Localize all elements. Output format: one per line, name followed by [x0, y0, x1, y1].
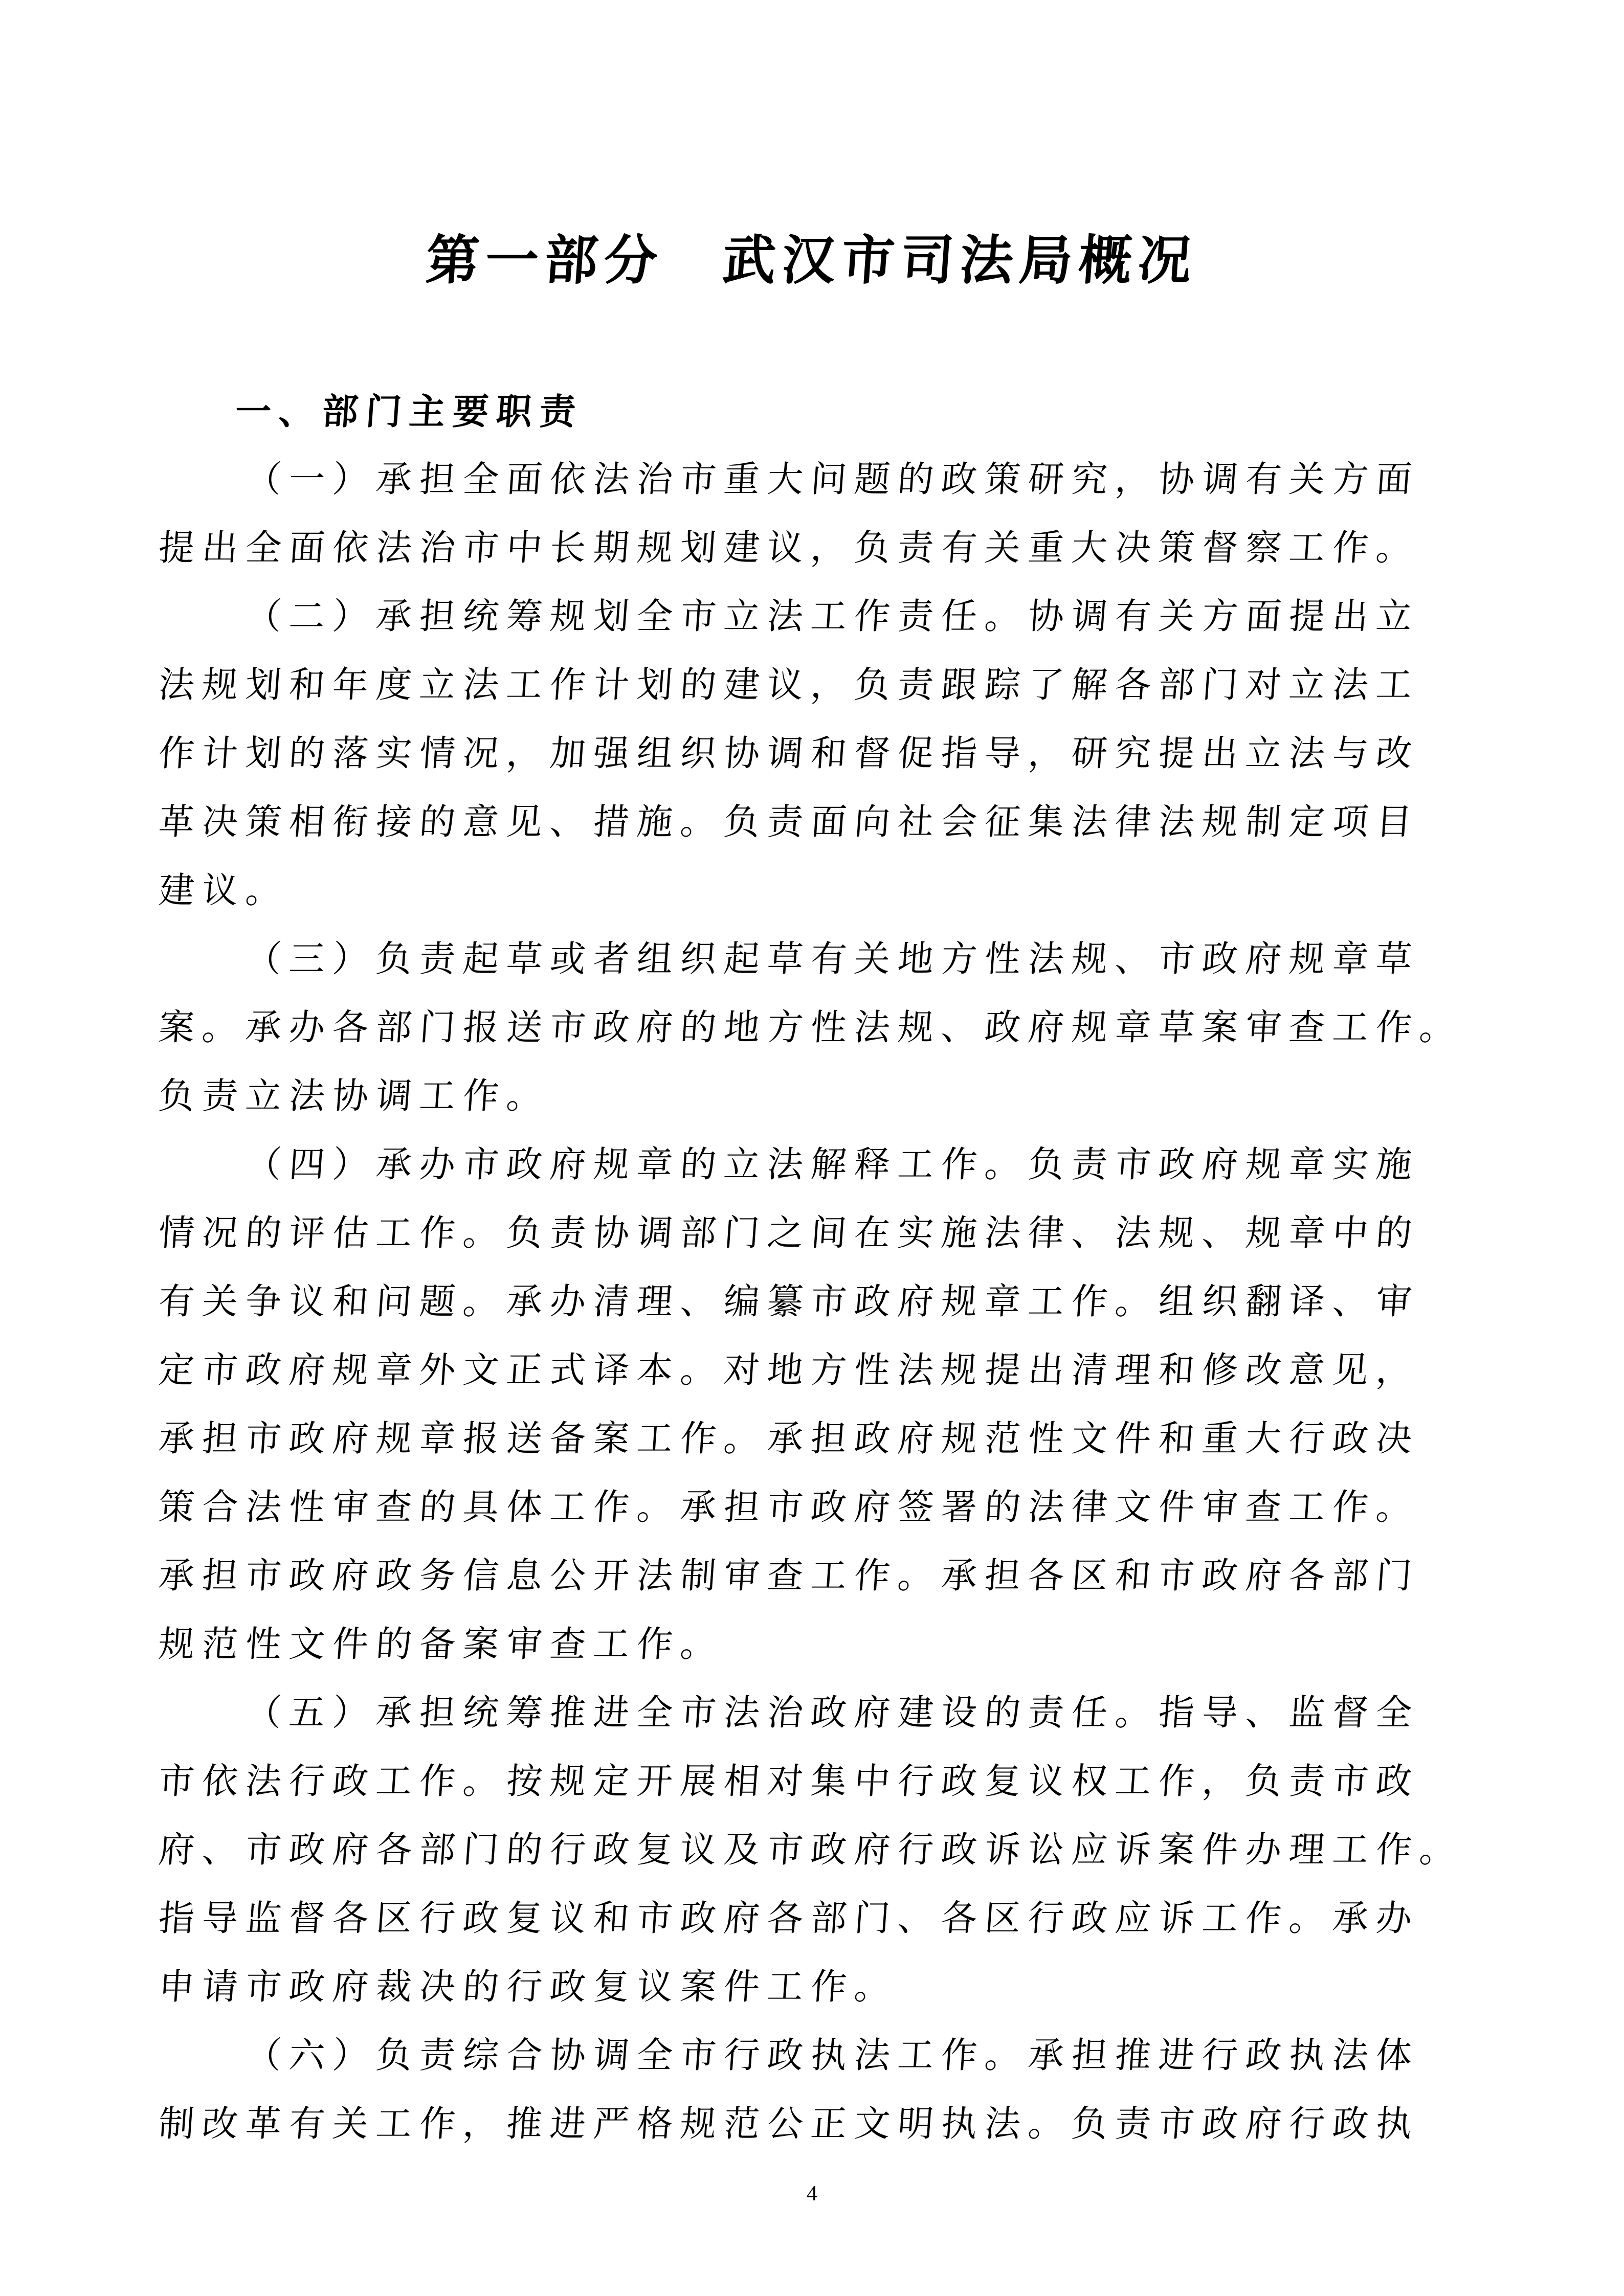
body-text	[159, 377, 1463, 2159]
text-line: 承担市政府政务信息公开法制审查工作。承担各区和市政府各部门	[157, 1557, 1421, 1596]
text-line: （五）承担统筹推进全市法治政府建设的责任。指导、监督全	[244, 1694, 1421, 1733]
text-line: 案。承办各部门报送市政府的地方性法规、政府规章草案审查工作。	[157, 1008, 1464, 1048]
section-heading: 一、部门主要职责	[234, 392, 585, 432]
text-line: 作计划的落实情况，加强组织协调和督促指导，研究提出立法与改	[157, 734, 1421, 774]
text-line: （三）负责起草或者组织起草有关地方性法规、市政府规章草	[244, 940, 1421, 979]
text-line: 市依法行政工作。按规定开展相对集中行政复议权工作，负责市政	[157, 1762, 1421, 1802]
text-line: （二）承担统筹规划全市立法工作责任。协调有关方面提出立	[244, 597, 1421, 637]
document-title: 第一部分 武汉市司法局概况	[424, 231, 1199, 290]
text-line: 规范性文件的备案审查工作。	[157, 1625, 725, 1664]
text-line: 指导监督各区行政复议和市政府各部门、各区行政应诉工作。承办	[157, 1899, 1421, 1939]
text-line: 情况的评估工作。负责协调部门之间在实施法律、法规、规章中的	[157, 1214, 1421, 1253]
text-line: 法规划和年度立法工作计划的建议，负责跟踪了解各部门对立法工	[157, 666, 1421, 705]
text-line: 负责立法协调工作。	[157, 1077, 551, 1116]
text-line: 制改革有关工作，推进严格规范公正文明执法。负责市政府行政执	[157, 2105, 1421, 2144]
text-line: 定市政府规章外文正式译本。对地方性法规提出清理和修改意见，	[157, 1351, 1421, 1390]
page-number: 4	[807, 2182, 817, 2205]
text-line: 革决策相衔接的意见、措施。负责面向社会征集法律法规制定项目	[157, 803, 1421, 842]
text-line: 建议。	[157, 871, 291, 911]
text-line: 有关争议和问题。承办清理、编纂市政府规章工作。组织翻译、审	[157, 1282, 1421, 1322]
text-line: （六）负责综合协调全市行政执法工作。承担推进行政执法体	[244, 2036, 1421, 2076]
text-line: 申请市政府裁决的行政复议案件工作。	[157, 1968, 899, 2007]
text-line: 府、市政府各部门的行政复议及市政府行政诉讼应诉案件办理工作。	[157, 1831, 1464, 1870]
text-line: 提出全面依法治市中长期规划建议，负责有关重大决策督察工作。	[157, 529, 1421, 568]
text-line: 策合法性审查的具体工作。承担市政府签署的法律文件审查工作。	[157, 1488, 1421, 1527]
text-line: 承担市政府规章报送备案工作。承担政府规范性文件和重大行政决	[157, 1420, 1421, 1459]
text-line: （四）承办市政府规章的立法解释工作。负责市政府规章实施	[244, 1145, 1421, 1185]
text-line: （一）承担全面依法治市重大问题的政策研究，协调有关方面	[244, 460, 1421, 500]
